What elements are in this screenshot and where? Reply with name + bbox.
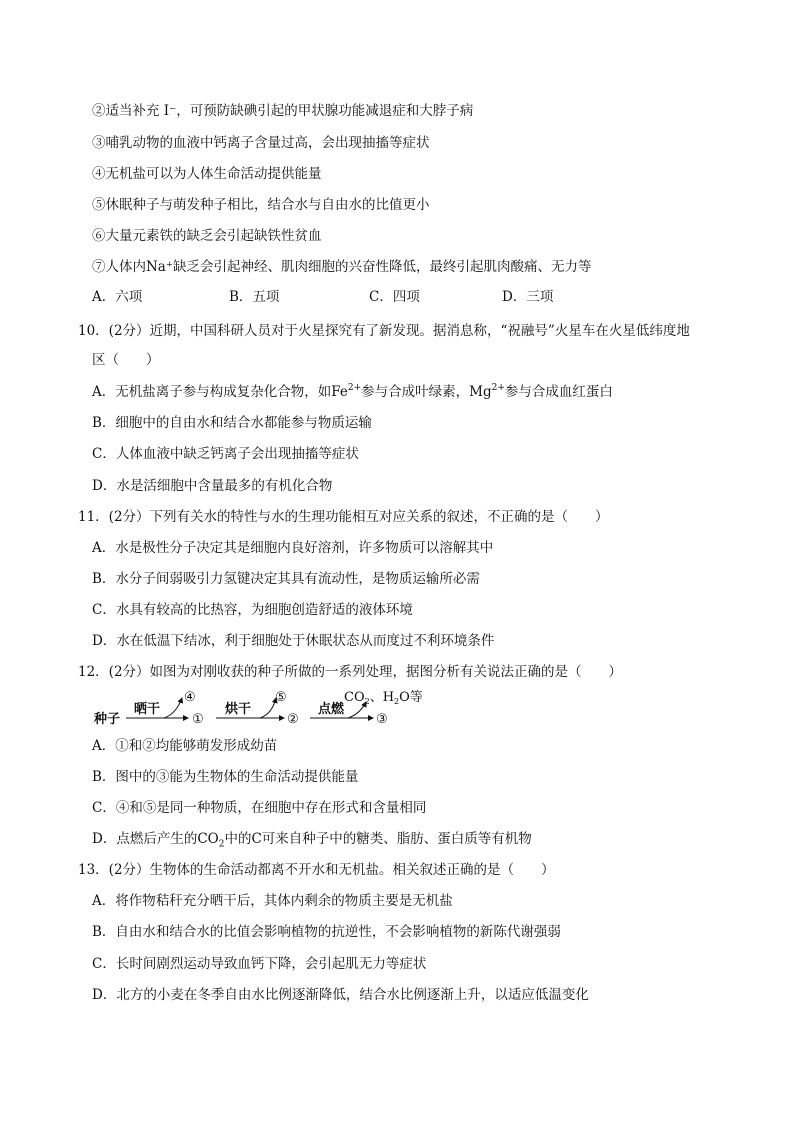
- diagram-seed-label: 种子: [94, 712, 121, 727]
- statement-2: ②适当补充 I⁻，可预防缺碘引起的甲状腺功能减退症和大脖子病: [92, 103, 474, 119]
- diagram-result2: ②: [287, 712, 299, 727]
- q12-option-b: B．图中的③能为生物体的生命活动提供能量: [92, 769, 359, 785]
- diagram-branch3: $CO_2$、$H_2O$等: [344, 690, 423, 706]
- diagram-branch-arrow-2: [260, 698, 276, 718]
- diagram-branch1: ④: [184, 690, 196, 705]
- q13-stem: 13．(2分）生物体的生命活动都离不开水和无机盐。相关叙述正确的是（ ）: [78, 862, 555, 878]
- q12-option-c: C．④和⑤是同一种物质，在细胞中存在形式和含量相同: [92, 800, 427, 816]
- diagram-step1-label: 晒干: [134, 702, 161, 717]
- q12-option-a: A．①和②均能够萌发形成幼苗: [92, 738, 278, 754]
- q11-option-c: C．水具有较高的比热容，为细胞创造舒适的液体环境: [92, 602, 413, 618]
- q9-option-d: D．三项: [502, 289, 554, 305]
- statement-6: ⑥大量元素铁的缺乏会引起缺铁性贫血: [92, 228, 322, 244]
- statement-5: ⑤休眠种子与萌发种子相比，结合水与自由水的比值更小: [92, 197, 430, 213]
- q10-stem: 10．(2分）近期，中国科研人员对于火星探究有了新发现。据消息称，“祝融号”火星车在火星低纬度地: [78, 323, 690, 339]
- q13-option-c: C．长时间剧烈运动导致血钙下降，会引起肌无力等症状: [92, 956, 427, 972]
- diagram-branch-arrow-1: [164, 698, 182, 718]
- q13-option-b: B．自由水和结合水的比值会影响植物的抗逆性，不会影响植物的新陈代谢强弱: [92, 924, 561, 940]
- q13-option-a: A．将作物秸秆充分晒干后，其体内剩余的物质主要是无机盐: [92, 893, 453, 909]
- statement-7: ⑦人体内Na⁺缺乏会引起神经、肌肉细胞的兴奋性降低，最终引起肌肉酸痛、无力等: [92, 259, 592, 275]
- q11-option-a: A．水是极性分子决定其是细胞内良好溶剂，许多物质可以溶解其中: [92, 540, 494, 556]
- q9-option-b: B．五项: [229, 289, 280, 305]
- seed-treatment-diagram: [90, 688, 423, 728]
- diagram-result3: ③: [376, 712, 388, 727]
- diagram-result1: ①: [192, 712, 204, 727]
- q9-option-a: A．六项: [92, 289, 143, 305]
- q12-option-d: D．点燃后产生的$CO_2$中的C可来自种子中的糖类、脂肪、蛋白质等有机物: [92, 831, 532, 850]
- q9-option-c: C．四项: [369, 289, 420, 305]
- diagram-step2-label: 烘干: [225, 702, 252, 717]
- q11-option-d: D．水在低温下结冰，利于细胞处于休眠状态从而度过不利环境条件: [92, 633, 495, 649]
- q12-stem: 12．(2分）如图为对刚收获的种子所做的一系列处理，据图分析有关说法正确的是（ ）: [78, 664, 623, 680]
- q11-option-b: B．水分子间弱吸引力氢键决定其具有流动性，是物质运输所必需: [92, 571, 480, 587]
- q10-option-c: C．人体血液中缺乏钙离子会出现抽搐等症状: [92, 446, 359, 462]
- q11-stem: 11．(2分）下列有关水的特性与水的生理功能相互对应关系的叙述，不正确的是（ ）: [78, 509, 609, 525]
- statement-4: ④无机盐可以为人体生命活动提供能量: [92, 166, 322, 182]
- q9-options: [92, 287, 612, 307]
- q10-option-a: A．无机盐离子参与构成复杂化合物，如$Fe^{2+}$参与合成叶绿素，$Mg^{2+}$参与合成血红蛋白: [92, 382, 613, 400]
- q10-option-b: B．细胞中的自由水和结合水都能参与物质运输: [92, 415, 372, 431]
- statement-3: ③哺乳动物的血液中钙离子含量过高，会出现抽搐等症状: [92, 135, 430, 151]
- diagram-branch2: ⑤: [275, 690, 287, 705]
- q10-stem-cont: 区（ ）: [92, 352, 160, 368]
- diagram-step3-label: 点燃: [318, 702, 345, 717]
- q13-option-d: D．北方的小麦在冬季自由水比例逐渐降低，结合水比例逐渐上升，以适应低温变化: [92, 987, 589, 1003]
- q10-option-d: D．水是活细胞中含量最多的有机化合物: [92, 478, 333, 494]
